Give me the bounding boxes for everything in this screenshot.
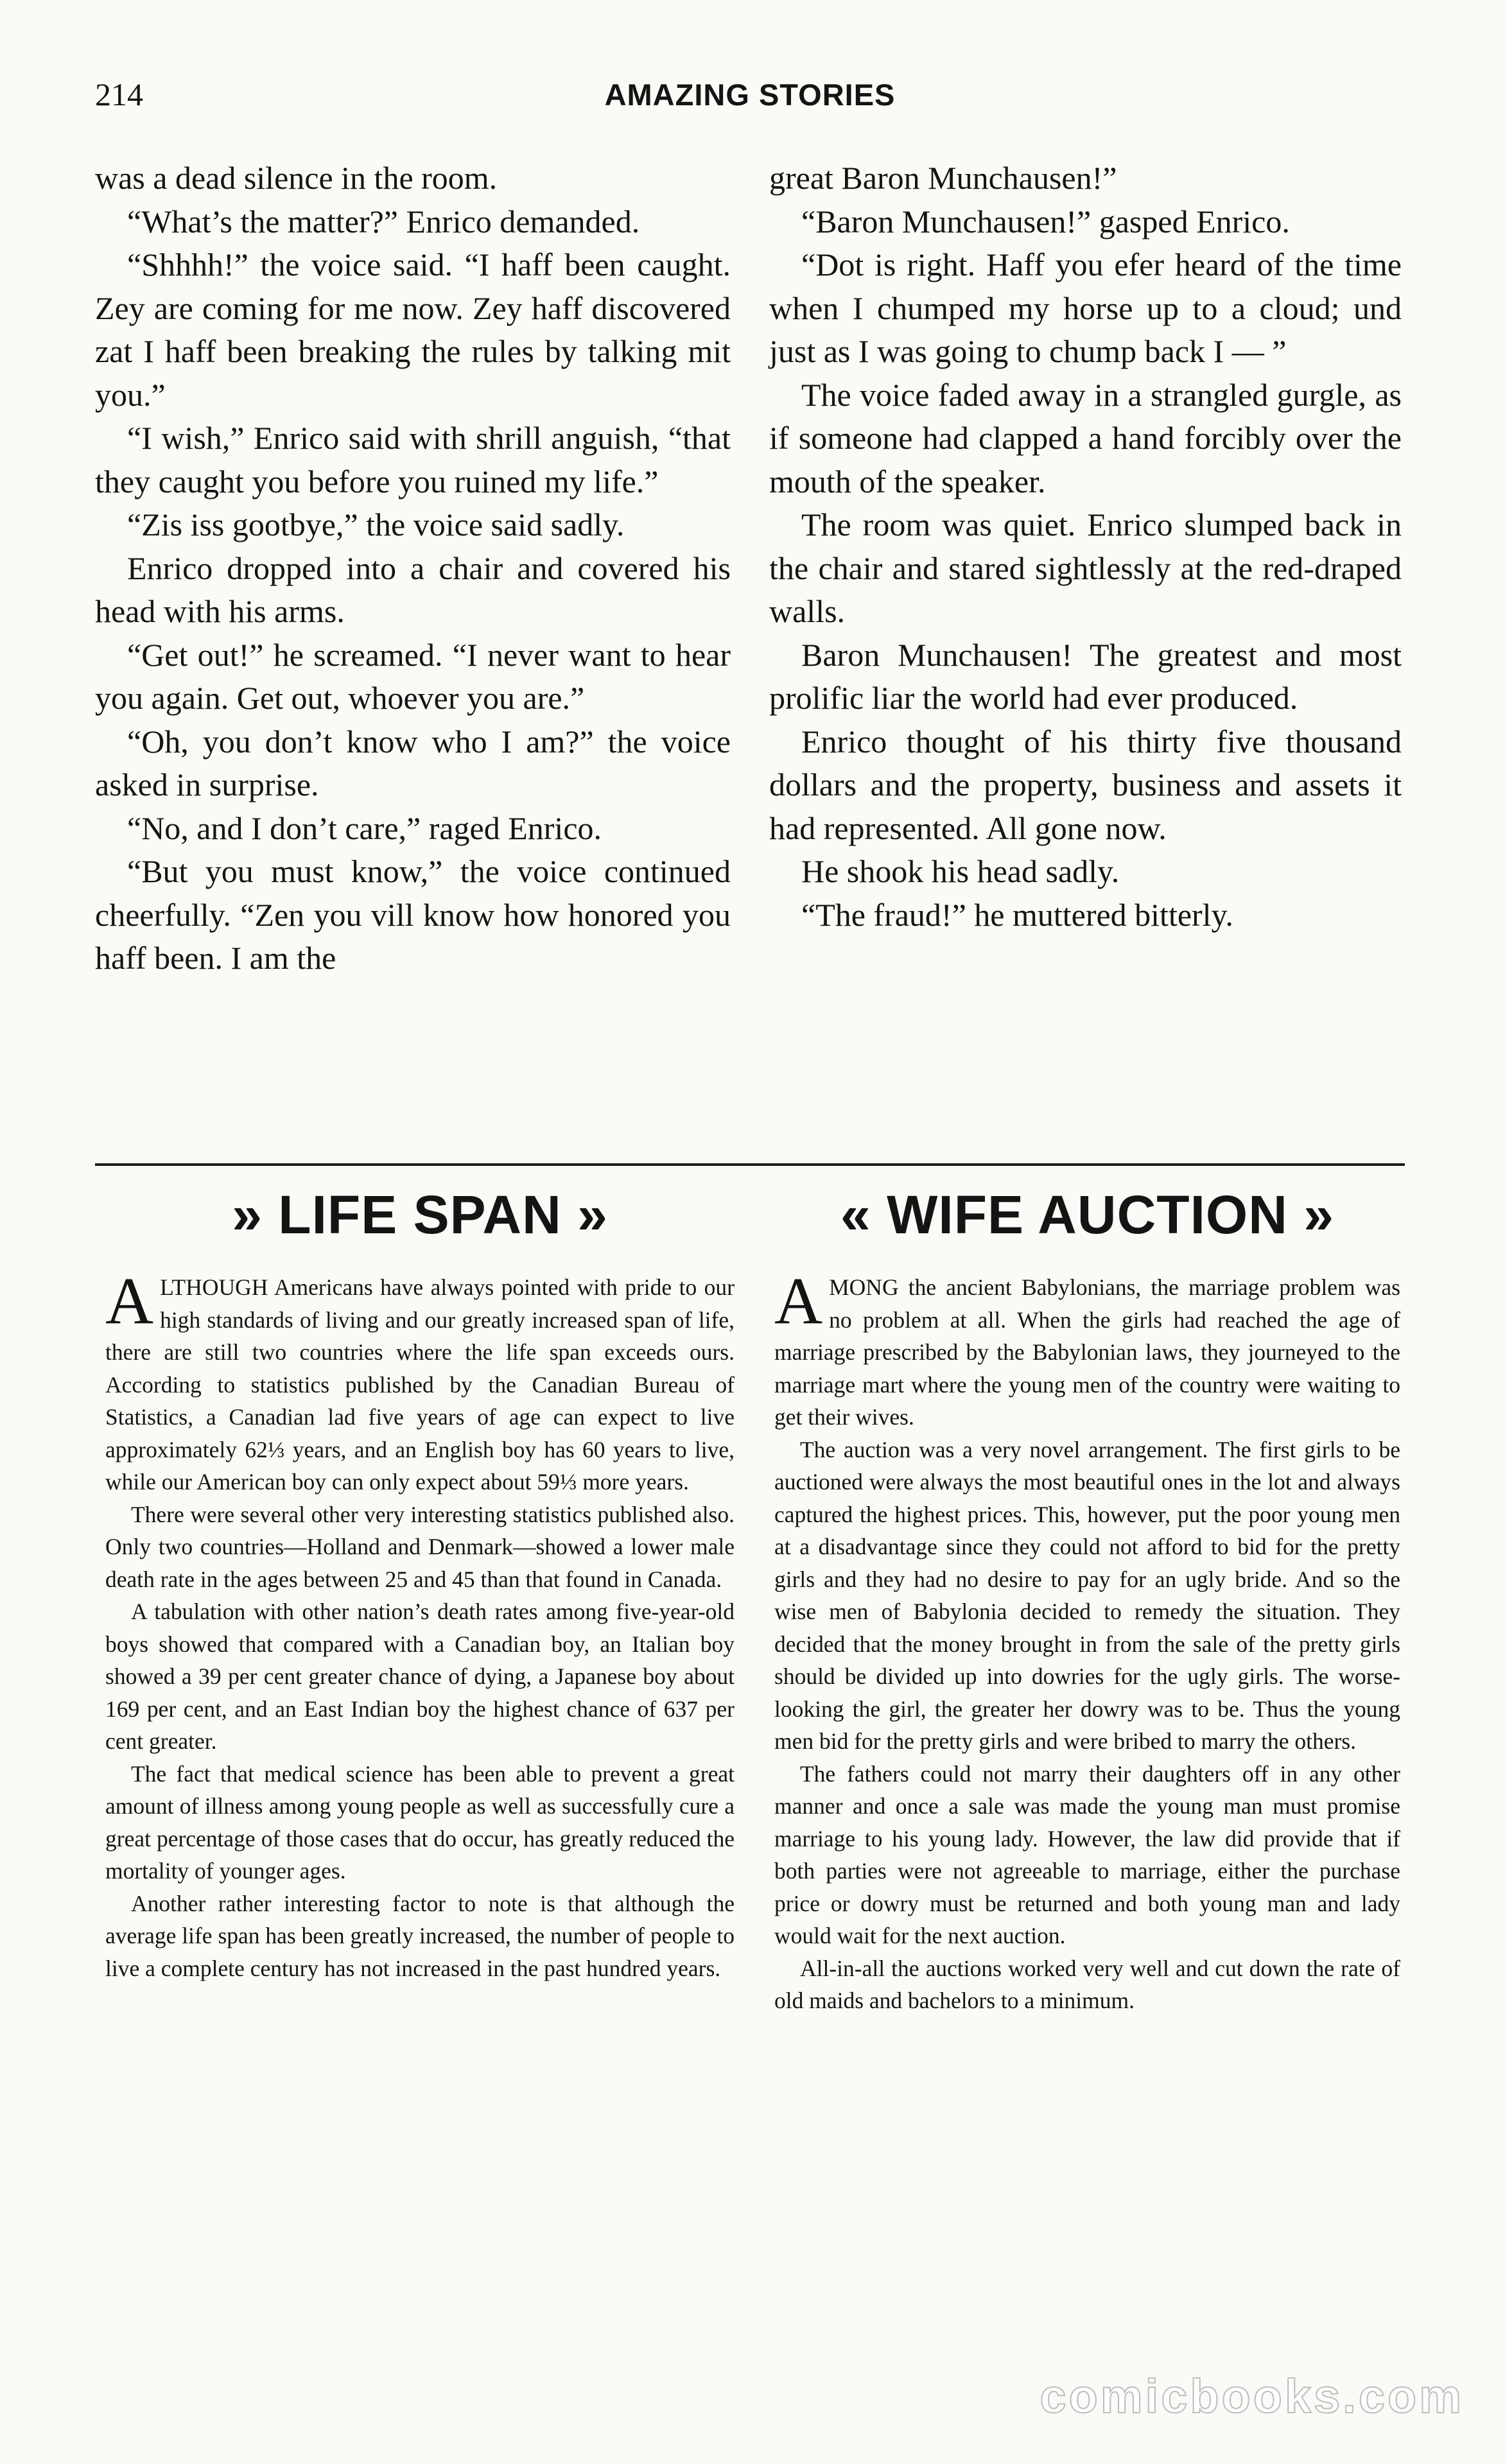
article-paragraph: The auction was a very novel arrangement. The first girls to be auctioned were always the most beautiful ones in the lot and always captured the highest prices. This, however, put the poor young men at a disadvantage since they could not afford to bid for the pretty girls and they had no desire to pay for an ugly bride. And so the wise men of Babylonia decided to remedy the situation. They decided that the money brought in from the sale of the pretty girls should be divided up into dowries for the ugly girls. The worse-looking the girl, the greater her dowry was to be. Thus the young men bid for the pretty girls and were bribed to marry the others. bbox=[774, 1436, 1400, 1754]
story-column-right bbox=[769, 157, 1402, 937]
story-continuation bbox=[95, 157, 1405, 1158]
lead-text: MONG the ancient Babylonians, the marriage problem was no problem at all. When the girls had reached the age of marriage prescribed by the Babylonian laws, they journeyed to the marriage mart where the young men of the country were waiting to get their wives. bbox=[774, 1274, 1400, 1430]
story-paragraph: The voice faded away in a strangled gurgle, as if someone had clapped a hand forcibly over the mouth of the speaker. bbox=[769, 376, 1402, 499]
story-paragraph: The room was quiet. Enrico slumped back in the chair and stared sightlessly at the red-draped walls. bbox=[769, 507, 1402, 629]
story-paragraph: “Shhhh!” the voice said. “I haff been caught. Zey are coming for me now. Zey haff discovered zat I haff been breaking the rules by talking mit you.” bbox=[95, 247, 731, 413]
drop-cap: A bbox=[105, 1264, 154, 1338]
story-paragraph: “No, and I don’t care,” raged Enrico. bbox=[127, 810, 602, 846]
running-head: AMAZING STORIES bbox=[604, 78, 896, 112]
story-paragraph: “I wish,” Enrico said with shrill anguish, “that they caught you before you ruined my life.” bbox=[95, 420, 731, 499]
article-paragraph: The fathers could not marry their daughters off in any other manner and once a sale was made the young man must promise marriage to his young lady. However, the law did provide that if both parties were not agreeable to marriage, either the purchase price or dowry must be returned and both young man and lady would wait for the next auction. bbox=[774, 1760, 1400, 1948]
story-paragraph: “The fraud!” he muttered bitterly. bbox=[801, 896, 1233, 933]
story-paragraph: He shook his head sadly. bbox=[801, 853, 1120, 889]
story-paragraph: was a dead silence in the room. bbox=[95, 160, 498, 196]
magazine-page bbox=[95, 0, 1405, 2464]
article-paragraph: A tabulation with other nation’s death rates among five-year-old boys showed that compared with a Canadian boy, an Italian boy showed a 39 per cent greater chance of dying, a Japanese boy about 169 per cent, and an East Indian boy the highest chance of 637 per cent greater. bbox=[105, 1599, 735, 1754]
page-number: 214 bbox=[95, 76, 143, 112]
story-paragraph: “Get out!” he screamed. “I never want to hear you again. Get out, whoever you are.” bbox=[95, 636, 731, 716]
article-lead-paragraph bbox=[774, 1264, 1400, 1434]
article-title: « WIFE AUCTION » bbox=[840, 1184, 1334, 1245]
story-paragraph: “Oh, you don’t know who I am?” the voice asked in surprise. bbox=[95, 723, 731, 803]
article-paragraph: Another rather interesting factor to note is that although the average life span has been greatly increased, the number of people to live a complete century has not increased in the past hundred years. bbox=[105, 1890, 735, 1981]
article-paragraph: All-in-all the auctions worked very well and cut down the rate of old maids and bachelors to a minimum. bbox=[774, 1955, 1400, 2013]
article-life-span bbox=[105, 1181, 735, 1984]
article-title: » LIFE SPAN » bbox=[232, 1184, 608, 1245]
story-paragraph: Baron Munchausen! The greatest and most prolific liar the world had ever produced. bbox=[769, 636, 1402, 716]
article-paragraph: The fact that medical science has been able to prevent a great amount of illness among young people as well as successfully cure a great percentage of those cases that do occur, has greatly reduced the mortality of younger ages. bbox=[105, 1760, 735, 1884]
story-paragraph: “What’s the matter?” Enrico demanded. bbox=[127, 203, 640, 239]
story-paragraph: “Dot is right. Haff you efer heard of the time when I chumped my horse up to a cloud; und just as I was going to chump back I — ” bbox=[769, 247, 1402, 369]
story-paragraph: “Zis iss gootbye,” the voice said sadly. bbox=[127, 507, 625, 542]
article-wife-auction bbox=[774, 1181, 1400, 2017]
article-lead-paragraph bbox=[105, 1264, 735, 1498]
article-paragraph: There were several other very interesting statistics published also. Only two countries—Holland and Denmark—showed a lower male death rate in the ages between 25 and 45 than that found in Canada. bbox=[105, 1501, 735, 1592]
page-header bbox=[95, 76, 1405, 127]
story-paragraph: “But you must know,” the voice continued cheerfully. “Zen you vill know how honored you haff been. I am the bbox=[95, 853, 731, 976]
story-paragraph: “Baron Munchausen!” gasped Enrico. bbox=[801, 203, 1290, 239]
watermark: comicbooks.com bbox=[1040, 2370, 1464, 2423]
story-paragraph: great Baron Munchausen!” bbox=[769, 160, 1117, 196]
section-divider bbox=[95, 1163, 1405, 1166]
drop-cap: A bbox=[774, 1264, 823, 1338]
story-paragraph: Enrico thought of his thirty five thousand dollars and the property, business and assets it had represented. All gone now. bbox=[769, 723, 1402, 846]
story-paragraph: Enrico dropped into a chair and covered his head with his arms. bbox=[95, 550, 731, 629]
story-column-left bbox=[95, 157, 731, 980]
lead-text: LTHOUGH Americans have always pointed with pride to our high standards of living and our greatly increased span of life, there are still two countries where the life span exceeds ours. According to statistics published by the Canadian Bureau of Statistics, a Canadian lad five years of age can expect to live approximately 62⅓ years, and an English boy has 60 years to live, while our American boy can only expect about 59⅓ more years. bbox=[105, 1274, 735, 1495]
